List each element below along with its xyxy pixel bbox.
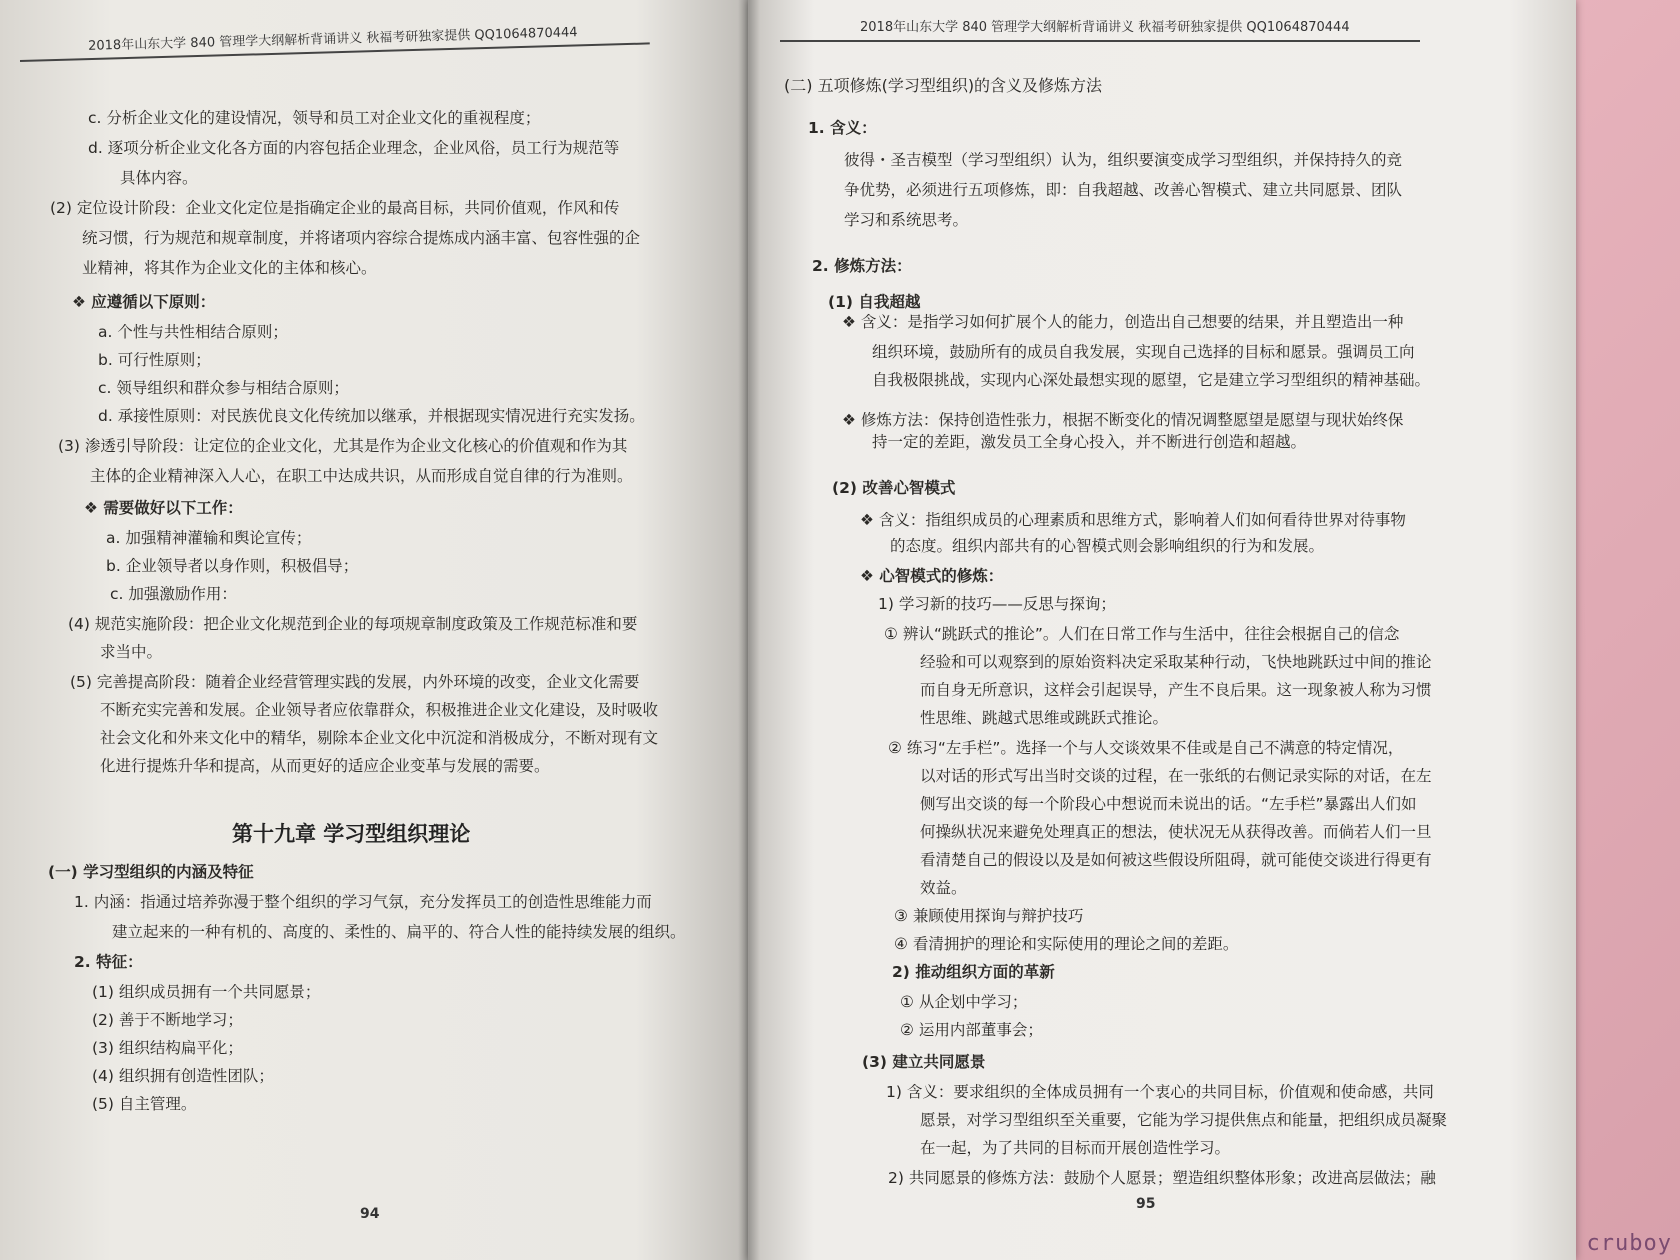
list-item: (5) 自主管理。: [92, 1095, 197, 1113]
text-line: ① 从企划中学习；: [900, 993, 1028, 1011]
text-line: 统习惯，行为规范和规章制度，并将诸项内容综合提炼成内涵丰富、包容性强的企: [82, 229, 641, 247]
text-line: 组织环境，鼓励所有的成员自我发展，实现自己选择的目标和愿景。强调员工向: [872, 343, 1415, 361]
text-line: ❖ 心智模式的修炼：: [860, 567, 1004, 585]
text-line: 经验和可以观察到的原始资料决定采取某种行动，飞快地跳跃过中间的推论: [920, 653, 1432, 671]
text-line: d. 承接性原则：对民族优良文化传统加以继承，并根据现实情况进行充实发扬。: [98, 407, 645, 425]
text-line: ④ 看清拥护的理论和实际使用的理论之间的差距。: [894, 935, 1239, 953]
list-item: (4) 组织拥有创造性团队；: [92, 1067, 274, 1085]
section-heading: (二) 五项修炼(学习型组织)的含义及修炼方法: [784, 76, 1103, 95]
text-line: c. 加强激励作用：: [110, 585, 237, 603]
text-line: 愿景，对学习型组织至关重要，它能为学习提供焦点和能量，把组织成员凝聚: [920, 1111, 1448, 1129]
list-item: (2) 善于不断地学习；: [92, 1011, 243, 1029]
left-page: [0, 0, 748, 1260]
text-line: 1) 学习新的技巧——反思与探询；: [878, 595, 1116, 613]
text-line: 化进行提炼升华和提高，从而更好的适应企业变革与发展的需要。: [100, 757, 550, 775]
text-line: d. 逐项分析企业文化各方面的内容包括企业理念，企业风俗，员工行为规范等: [88, 139, 620, 157]
text-line: 在一起，为了共同的目标而开展创造性学习。: [920, 1139, 1231, 1157]
text-line: (3) 渗透引导阶段：让定位的企业文化，尤其是作为企业文化核心的价值观和作为其: [58, 437, 628, 455]
text-line: 业精神，将其作为企业文化的主体和核心。: [82, 259, 377, 277]
text-line: 看清楚自己的假设以及是如何被这些假设所阻碍，就可能使交谈进行得更有: [920, 851, 1432, 869]
text-line: (4) 规范实施阶段：把企业文化规范到企业的每项规章制度政策及工作规范标准和要: [68, 615, 638, 633]
text-line: 建立起来的一种有机的、高度的、柔性的、扁平的、符合人性的能持续发展的组织。: [112, 923, 686, 941]
text-line: 2. 修炼方法：: [812, 257, 912, 275]
text-line: (5) 完善提高阶段：随着企业经营管理实践的发展，内外环境的改变，企业文化需要: [70, 673, 640, 691]
text-line: 以对话的形式写出当时交谈的过程，在一张纸的右侧记录实际的对话，在左: [920, 767, 1432, 785]
book-spine-shadow: [738, 0, 760, 1260]
text-line: 性思维、跳越式思维或跳跃式推论。: [920, 709, 1169, 727]
text-line: 何操纵状况来避免处理真正的想法，使状况无从获得改善。而倘若人们一旦: [920, 823, 1432, 841]
list-item: (3) 组织结构扁平化；: [92, 1039, 243, 1057]
list-item: (1) 组织成员拥有一个共同愿景；: [92, 983, 321, 1001]
text-line: ❖ 修炼方法：保持创造性张力，根据不断变化的情况调整愿望是愿望与现状始终保: [842, 411, 1404, 429]
text-line: b. 可行性原则；: [98, 351, 211, 369]
text-line: 持一定的差距，激发员工全身心投入，并不断进行创造和超越。: [872, 433, 1307, 451]
text-line: 具体内容。: [120, 169, 198, 187]
text-line: (1) 自我超越: [828, 293, 921, 311]
text-line: a. 加强精神灌输和舆论宣传；: [106, 529, 312, 547]
page-number: 94: [360, 1206, 380, 1222]
text-line: 不断充实完善和发展。企业领导者应依靠群众，积极推进企业文化建设，及时吸收: [100, 701, 659, 719]
text-line: 主体的企业精神深入人心，在职工中达成共识，从而形成自觉自律的行为准则。: [90, 467, 633, 485]
page-number: 95: [1136, 1196, 1156, 1212]
page-header: 2018年山东大学 840 管理学大纲解析背诵讲义 秋福考研独家提供 QQ1064870444: [860, 20, 1350, 35]
text-line: 2) 推动组织方面的革新: [892, 963, 1055, 981]
text-line: 争优势，必须进行五项修炼，即：自我超越、改善心智模式、建立共同愿景、团队: [844, 181, 1403, 199]
text-line: (2) 改善心智模式: [832, 479, 956, 497]
text-line: (2) 定位设计阶段：企业文化定位是指确定企业的最高目标，共同价值观，作风和传: [50, 199, 620, 217]
text-line: 2. 特征：: [74, 953, 143, 971]
text-line: c. 领导组织和群众参与相结合原则；: [98, 379, 349, 397]
text-line: ❖ 应遵循以下原则：: [72, 293, 216, 311]
right-page: [748, 0, 1576, 1260]
text-line: ① 辨认“跳跃式的推论”。人们在日常工作与生活中，往往会根据自己的信念: [884, 625, 1400, 643]
text-line: ❖ 含义：是指学习如何扩展个人的能力，创造出自己想要的结果，并且塑造出一种: [842, 313, 1404, 331]
text-line: ③ 兼顾使用探询与辩护技巧: [894, 907, 1084, 925]
watermark: cruboy: [1586, 1231, 1672, 1256]
text-line: 2) 共同愿景的修炼方法：鼓励个人愿景；塑造组织整体形象；改进高层做法；融: [888, 1169, 1436, 1187]
text-line: (3) 建立共同愿景: [862, 1053, 986, 1071]
text-line: a. 个性与共性相结合原则；: [98, 323, 288, 341]
text-line: 1. 内涵：指通过培养弥漫于整个组织的学习气氛，充分发挥员工的创造性思维能力而: [74, 893, 652, 911]
text-line: 1) 含义：要求组织的全体成员拥有一个衷心的共同目标，价值观和使命感，共同: [886, 1083, 1434, 1101]
text-line: 彼得・圣吉模型（学习型组织）认为，组织要演变成学习型组织，并保持持久的竞: [844, 151, 1403, 169]
text-line: b. 企业领导者以身作则，积极倡导；: [106, 557, 359, 575]
text-line: ❖ 需要做好以下工作：: [84, 499, 243, 517]
text-line: 学习和系统思考。: [844, 211, 969, 229]
page-header: 2018年山东大学 840 管理学大纲解析背诵讲义 秋福考研独家提供 QQ1064870444: [87, 25, 578, 54]
text-line: ② 运用内部董事会；: [900, 1021, 1043, 1039]
text-line: ② 练习“左手栏”。选择一个与人交谈效果不佳或是自己不满意的特定情况，: [888, 739, 1404, 757]
section-heading: (一) 学习型组织的内涵及特征: [48, 863, 254, 881]
text-line: ❖ 含义：指组织成员的心理素质和思维方式，影响着人们如何看待世界对待事物: [860, 511, 1406, 529]
text-line: 的态度。组织内部共有的心智模式则会影响组织的行为和发展。: [890, 537, 1325, 555]
text-line: 而自身无所意识，这样会引起误导，产生不良后果。这一现象被人称为习惯: [920, 681, 1432, 699]
text-line: 求当中。: [100, 643, 163, 661]
text-line: 自我极限挑战，实现内心深处最想实现的愿望，它是建立学习型组织的精神基础。: [872, 371, 1431, 389]
text-line: c. 分析企业文化的建设情况，领导和员工对企业文化的重视程度；: [88, 109, 541, 127]
text-line: 效益。: [920, 879, 967, 897]
text-line: 1. 含义：: [808, 119, 877, 137]
text-line: 社会文化和外来文化中的精华，剔除本企业文化中沉淀和消极成分，不断对现有文: [100, 729, 659, 747]
header-rule: [780, 40, 1420, 42]
chapter-title: 第十九章 学习型组织理论: [232, 821, 471, 846]
text-line: 侧写出交谈的每一个阶段心中想说而未说出的话。“左手栏”暴露出人们如: [920, 795, 1417, 813]
